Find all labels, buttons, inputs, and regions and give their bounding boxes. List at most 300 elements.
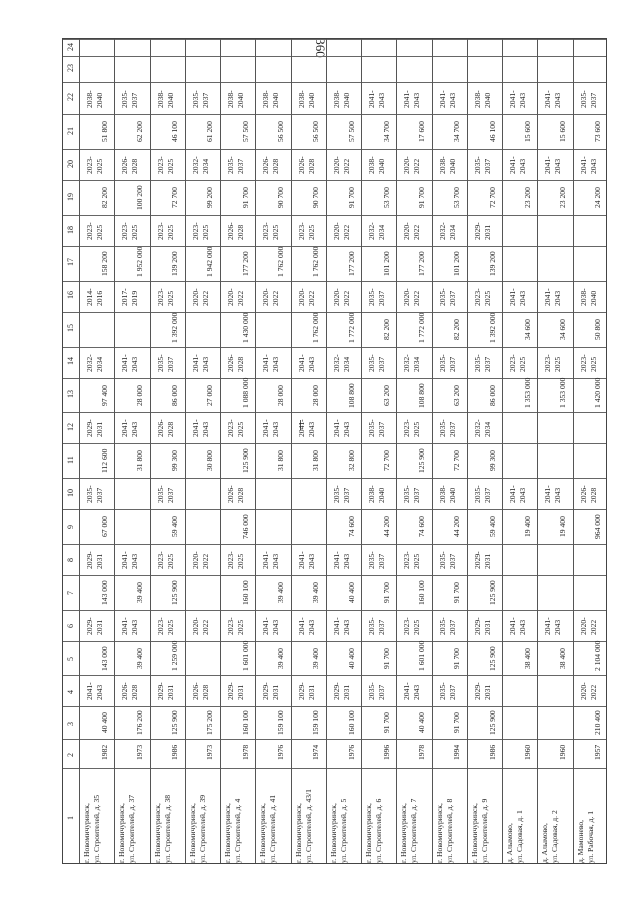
address-cell: ул. Строителей, д. 41 — [268, 794, 278, 863]
period-cell: 2029- — [472, 616, 482, 635]
column-number: 21 — [66, 126, 75, 135]
value-cell: 39 400 — [134, 647, 144, 669]
period-cell: 2041- — [261, 616, 271, 635]
period-cell: 2035- — [367, 288, 377, 306]
period-cell: 2035- — [120, 90, 130, 109]
period-cell: 2043 — [518, 159, 528, 175]
period-cell: 2041- — [296, 419, 306, 438]
period-cell: 2035- — [472, 485, 482, 504]
address-cell: ул. Строителей, д. 4 — [233, 798, 243, 863]
period-cell: 2023- — [578, 353, 588, 372]
value-cell: 28 000 — [275, 384, 285, 406]
period-cell: 2023- — [85, 156, 94, 175]
period-cell: 2034 — [447, 224, 457, 240]
address-cell: ул. Садовая, д. 2 — [550, 810, 560, 863]
value-cell: 1 772 000 — [346, 312, 356, 343]
column-number: 12 — [66, 422, 75, 431]
period-cell: 2022 — [412, 224, 422, 240]
value-cell: 59 400 — [170, 516, 180, 538]
value-cell: 1974 — [311, 744, 321, 761]
period-cell: 2043 — [447, 93, 457, 109]
period-cell: 2023- — [155, 222, 165, 240]
value-cell: 31 800 — [275, 450, 285, 472]
period-cell: 2037 — [412, 487, 422, 504]
period-cell: 2035- — [155, 485, 165, 504]
value-cell: 1960 — [558, 744, 568, 761]
period-cell: 2038- — [367, 156, 377, 175]
value-cell: 1 353 000 — [558, 377, 568, 409]
value-cell: 1986 — [170, 744, 180, 761]
address-cell: ул. Строителей, д. 6 — [374, 798, 384, 863]
period-cell: 2023- — [155, 156, 165, 175]
period-cell: 2028 — [588, 487, 598, 504]
value-cell: 90 700 — [311, 187, 321, 209]
value-cell: 2 104 000 — [593, 641, 603, 672]
period-cell: 2040 — [271, 93, 281, 109]
address-cell: ул. Строителей, д. 9 — [479, 798, 489, 863]
value-cell: 91 700 — [452, 647, 462, 669]
period-cell: 2025 — [130, 224, 140, 240]
period-cell: 2020- — [331, 156, 341, 175]
period-cell: 2029- — [226, 682, 236, 701]
period-cell: 2020- — [190, 288, 200, 306]
period-cell: 2029- — [472, 551, 482, 569]
period-cell: 2041- — [190, 419, 200, 438]
period-cell: 2037 — [341, 487, 351, 504]
period-cell: 2040 — [588, 290, 598, 306]
column-number: 10 — [66, 488, 75, 497]
period-cell: 2037 — [447, 422, 457, 438]
period-cell: 2022 — [412, 159, 422, 175]
period-cell: 2040 — [447, 159, 457, 175]
period-cell: 2041- — [331, 551, 341, 569]
value-cell: 44 200 — [381, 516, 391, 538]
address-cell: г. Новомичуринск, — [82, 803, 91, 863]
period-cell: 2028 — [306, 159, 316, 175]
value-cell: 40 400 — [346, 647, 356, 669]
value-cell: 34 700 — [381, 121, 391, 143]
period-cell: 2025 — [236, 422, 246, 438]
value-cell: 59 400 — [487, 516, 497, 538]
period-cell: 2034 — [200, 159, 210, 175]
period-cell: 2023- — [402, 616, 412, 635]
period-cell: 2020- — [261, 288, 271, 306]
value-cell: 97 400 — [99, 384, 109, 406]
period-cell: 2043 — [518, 619, 528, 635]
value-cell: 159 100 — [275, 710, 285, 736]
value-cell: 23 200 — [558, 187, 568, 209]
value-cell: 1 353 000 — [522, 377, 532, 409]
address-cell: ул. Строителей, д. 43/1 — [303, 789, 313, 863]
period-cell: 2029- — [85, 419, 94, 438]
period-cell: 2037 — [447, 685, 457, 701]
period-cell: 2043 — [130, 619, 140, 635]
value-cell: 82 200 — [452, 318, 462, 340]
period-cell: 2041- — [296, 616, 306, 635]
period-cell: 2029- — [155, 682, 165, 701]
period-cell: 2040 — [236, 93, 246, 109]
period-cell: 2040 — [306, 93, 316, 109]
value-cell: 210 400 — [593, 710, 603, 736]
column-number: 16 — [66, 291, 75, 300]
column-number: 20 — [66, 159, 75, 168]
column-number: 13 — [66, 389, 75, 398]
value-cell: 1 088 000 — [240, 377, 250, 409]
period-cell: 2020- — [402, 156, 412, 175]
period-cell: 2025 — [588, 356, 598, 372]
period-cell: 2040 — [341, 93, 351, 109]
value-cell: 39 400 — [134, 581, 144, 603]
period-cell: 2043 — [130, 422, 140, 438]
period-cell: 2041- — [261, 551, 271, 569]
column-number: 19 — [66, 192, 75, 201]
value-cell: 67 000 — [99, 516, 109, 538]
value-cell: 53 700 — [452, 187, 462, 209]
period-cell: 2041- — [578, 156, 588, 175]
column-number: 6 — [66, 624, 75, 629]
period-cell: 2043 — [271, 553, 281, 569]
period-cell: 2041- — [508, 156, 518, 175]
period-cell: 2022 — [588, 685, 598, 701]
period-cell: 2037 — [447, 619, 457, 635]
period-cell: 2040 — [95, 93, 104, 109]
address-cell: д. Алымово, — [505, 823, 515, 863]
value-cell: 32 800 — [346, 450, 356, 472]
period-cell: 2041- — [543, 485, 553, 504]
column-number: 18 — [66, 225, 75, 234]
value-cell: 746 000 — [240, 514, 250, 540]
value-cell: 28 000 — [134, 384, 144, 406]
period-cell: 2031 — [341, 685, 351, 701]
period-cell: 2043 — [588, 159, 598, 175]
period-cell: 2028 — [130, 685, 140, 701]
value-cell: 139 200 — [170, 251, 180, 277]
period-cell: 2040 — [377, 487, 387, 504]
period-cell: 2038- — [437, 156, 447, 175]
period-cell: 2031 — [482, 619, 492, 635]
period-cell: 2035- — [155, 353, 165, 372]
value-cell: 62 200 — [134, 121, 144, 143]
period-cell: 2035- — [402, 485, 412, 504]
value-cell: 158 200 — [99, 251, 109, 277]
period-cell: 2028 — [165, 422, 175, 438]
period-cell: 2026- — [190, 682, 200, 701]
period-cell: 2025 — [165, 553, 175, 569]
period-cell: 2025 — [306, 224, 316, 240]
period-cell: 2037 — [377, 356, 387, 372]
period-cell: 2037 — [447, 356, 457, 372]
value-cell: 74 600 — [346, 516, 356, 538]
value-cell: 99 300 — [170, 450, 180, 472]
period-cell: 2035- — [367, 353, 377, 372]
period-cell: 2022 — [412, 290, 422, 306]
value-cell: 101 200 — [381, 251, 391, 277]
value-cell: 125 900 — [487, 580, 497, 605]
period-cell: 2023- — [402, 551, 412, 569]
period-cell: 2029- — [331, 682, 341, 701]
period-cell: 2032- — [472, 419, 482, 438]
period-cell: 2025 — [236, 553, 246, 569]
value-cell: 90 700 — [275, 187, 285, 209]
period-cell: 2035- — [367, 551, 377, 569]
value-cell: 40 400 — [99, 712, 109, 734]
value-cell: 23 200 — [522, 187, 532, 209]
period-cell: 2043 — [341, 553, 351, 569]
value-cell: 19 400 — [522, 516, 532, 538]
period-cell: 2025 — [271, 224, 281, 240]
value-cell: 1994 — [452, 744, 462, 761]
value-cell: 101 200 — [452, 251, 462, 277]
address-cell: ул. Садовая, д. 1 — [515, 810, 525, 863]
period-cell: 2031 — [165, 685, 175, 701]
period-cell: 2037 — [377, 422, 387, 438]
period-cell: 2017- — [120, 288, 130, 306]
value-cell: 72 700 — [170, 187, 180, 209]
housing-repair-table — [62, 38, 607, 864]
value-cell: 34 700 — [452, 121, 462, 143]
address-cell: г. Новомичуринск, — [293, 803, 303, 863]
value-cell: 160 100 — [346, 710, 356, 736]
period-cell: 2020- — [578, 682, 588, 701]
value-cell: 1 772 000 — [417, 312, 427, 343]
period-cell: 2020- — [402, 288, 412, 306]
value-cell: 39 400 — [311, 581, 321, 603]
period-cell: 2031 — [95, 619, 104, 635]
value-cell: 82 200 — [99, 187, 109, 209]
period-cell: 2025 — [412, 422, 422, 438]
column-number: 11 — [66, 456, 75, 464]
period-cell: 2023- — [85, 222, 94, 240]
value-cell: 39 400 — [275, 581, 285, 603]
period-cell: 2043 — [95, 685, 104, 701]
period-cell: 2041- — [190, 353, 200, 372]
address-cell: ул. Строителей, д. 38 — [162, 794, 172, 863]
value-cell: 1 942 000 — [205, 246, 215, 277]
column-number: 17 — [66, 258, 75, 267]
period-cell: 2041- — [331, 419, 341, 438]
page-number: 360 — [312, 38, 328, 58]
period-cell: 2038- — [578, 288, 588, 306]
period-cell: 2043 — [130, 553, 140, 569]
column-number: 7 — [66, 591, 75, 596]
address-cell: г. Новомичуринск, — [152, 803, 162, 863]
value-cell: 1 762 000 — [311, 312, 321, 343]
value-cell: 1 952 000 — [134, 246, 144, 277]
value-cell: 61 200 — [205, 121, 215, 143]
address-cell: г. Новомичуринск, — [469, 803, 479, 863]
period-cell: 2025 — [165, 159, 175, 175]
value-cell: 91 700 — [381, 581, 391, 603]
column-number: 4 — [66, 689, 75, 694]
value-cell: 1973 — [205, 744, 215, 761]
period-cell: 2038- — [226, 90, 236, 109]
period-cell: 2041- — [402, 682, 412, 701]
value-cell: 143 000 — [99, 646, 109, 671]
value-cell: 57 500 — [346, 121, 356, 143]
period-cell: 2028 — [236, 224, 246, 240]
value-cell: 1960 — [522, 744, 532, 761]
address-cell: ул. Строителей, д. 8 — [444, 798, 454, 863]
period-cell: 2043 — [377, 93, 387, 109]
period-cell: 2040 — [447, 487, 457, 504]
column-number: 14 — [66, 357, 75, 366]
value-cell: 73 600 — [593, 121, 603, 143]
value-cell: 39 400 — [311, 647, 321, 669]
value-cell: 159 100 — [311, 710, 321, 736]
period-cell: 2025 — [518, 356, 528, 372]
period-cell: 2014- — [85, 288, 94, 306]
value-cell: 1 430 000 — [240, 312, 250, 343]
address-cell: г. Новомичуринск, — [187, 803, 197, 863]
value-cell: 53 700 — [381, 187, 391, 209]
period-cell: 2041- — [296, 353, 306, 372]
period-cell: 2037 — [165, 356, 175, 372]
value-cell: 1996 — [381, 744, 391, 761]
period-cell: 2029- — [472, 682, 482, 701]
column-number: 23 — [66, 63, 75, 72]
period-cell: 2025 — [165, 619, 175, 635]
period-cell: 2037 — [200, 93, 210, 109]
period-cell: 2040 — [482, 93, 492, 109]
address-cell: г. Новомичуринск, — [117, 803, 127, 863]
value-cell: 56 500 — [275, 121, 285, 143]
period-cell: 2029- — [85, 616, 94, 635]
period-cell: 2041- — [120, 419, 130, 438]
period-cell: 2035- — [472, 353, 482, 372]
value-cell: 1 762 000 — [275, 246, 285, 277]
value-cell: 1 601 000 — [417, 641, 427, 672]
value-cell: 63 200 — [381, 384, 391, 406]
period-cell: 2022 — [200, 290, 210, 306]
period-cell: 2043 — [271, 422, 281, 438]
period-cell: 2026- — [120, 682, 130, 701]
period-cell: 2031 — [236, 685, 246, 701]
address-cell: г. Новомичуринск, — [258, 803, 268, 863]
value-cell: 91 700 — [452, 712, 462, 734]
address-cell: г. Новомичуринск, — [399, 803, 409, 863]
period-cell: 2037 — [95, 487, 104, 504]
period-cell: 2020- — [331, 222, 341, 240]
value-cell: 56 500 — [311, 121, 321, 143]
value-cell: 38 400 — [558, 647, 568, 669]
period-cell: 2022 — [341, 159, 351, 175]
address-cell: ул. Строителей, д. 5 — [338, 798, 348, 863]
period-cell: 2043 — [412, 93, 422, 109]
period-cell: 2040 — [165, 93, 175, 109]
period-cell: 2031 — [95, 422, 104, 438]
address-cell: г. Новомичуринск, — [434, 803, 444, 863]
value-cell: 15 600 — [558, 121, 568, 143]
value-cell: 91 700 — [240, 187, 250, 209]
value-cell: 125 900 — [487, 646, 497, 671]
period-cell: 2037 — [482, 487, 492, 504]
period-cell: 2020- — [190, 616, 200, 635]
value-cell: 27 000 — [205, 384, 215, 406]
period-cell: 2041- — [543, 288, 553, 306]
period-cell: 2043 — [341, 619, 351, 635]
value-cell: 34 600 — [558, 318, 568, 340]
period-cell: 2025 — [165, 224, 175, 240]
column-number: 3 — [66, 721, 75, 726]
value-cell: 125 900 — [170, 710, 180, 736]
period-cell: 2023- — [226, 419, 236, 438]
period-cell: 2031 — [482, 685, 492, 701]
period-cell: 2040 — [377, 159, 387, 175]
period-cell: 2026- — [261, 156, 271, 175]
period-cell: 2035- — [437, 551, 447, 569]
value-cell: 91 700 — [452, 581, 462, 603]
value-cell: 108 800 — [346, 382, 356, 408]
period-cell: 2035- — [437, 288, 447, 306]
value-cell: 1978 — [417, 744, 427, 761]
value-cell: 91 700 — [381, 712, 391, 734]
period-cell: 2028 — [236, 487, 246, 504]
value-cell: 91 700 — [346, 187, 356, 209]
value-cell: 1982 — [99, 744, 109, 761]
period-cell: 2043 — [553, 619, 563, 635]
value-cell: 99 200 — [205, 187, 215, 209]
period-cell: 2037 — [130, 93, 140, 109]
period-cell: 2022 — [236, 290, 246, 306]
period-cell: 2035- — [367, 682, 377, 701]
period-cell: 2031 — [271, 685, 281, 701]
column-number: 8 — [66, 558, 75, 563]
period-cell: 2032- — [402, 353, 412, 372]
value-cell: 1957 — [593, 744, 603, 761]
period-cell: 2026- — [226, 353, 236, 372]
period-cell: 2023- — [543, 353, 553, 372]
value-cell: 139 200 — [487, 251, 497, 277]
period-cell: 2043 — [306, 553, 316, 569]
value-cell: 1 420 000 — [593, 377, 603, 409]
period-cell: 2026- — [578, 485, 588, 504]
period-cell: 2029- — [261, 682, 271, 701]
value-cell: 1978 — [240, 744, 250, 761]
value-cell: 1 762 000 — [311, 246, 321, 277]
period-cell: 2023- — [402, 419, 412, 438]
value-cell: 1 392 000 — [487, 312, 497, 343]
period-cell: 2022 — [271, 290, 281, 306]
period-cell: 2038- — [261, 90, 271, 109]
column-number: 15 — [66, 324, 75, 333]
period-cell: 2023- — [226, 616, 236, 635]
value-cell: 82 200 — [381, 318, 391, 340]
period-cell: 2025 — [236, 619, 246, 635]
period-cell: 2041- — [508, 485, 518, 504]
value-cell: 51 800 — [99, 121, 109, 143]
period-cell: 2043 — [306, 422, 316, 438]
period-cell: 2038- — [296, 90, 306, 109]
period-cell: 2038- — [331, 90, 341, 109]
value-cell: 112 600 — [99, 448, 109, 474]
period-cell: 2041- — [543, 90, 553, 109]
period-cell: 2020- — [402, 222, 412, 240]
period-cell: 2025 — [200, 224, 210, 240]
value-cell: 44 200 — [452, 516, 462, 538]
value-cell: 1973 — [134, 744, 144, 761]
period-cell: 2037 — [482, 356, 492, 372]
period-cell: 2038- — [85, 90, 94, 109]
period-cell: 2020- — [190, 551, 200, 569]
period-cell: 2043 — [412, 685, 422, 701]
value-cell: 176 200 — [134, 710, 144, 736]
period-cell: 2041- — [508, 616, 518, 635]
period-cell: 2022 — [341, 224, 351, 240]
period-cell: 2023- — [226, 551, 236, 569]
value-cell: 24 200 — [593, 187, 603, 209]
period-cell: 2032- — [437, 222, 447, 240]
value-cell: 86 000 — [487, 384, 497, 406]
